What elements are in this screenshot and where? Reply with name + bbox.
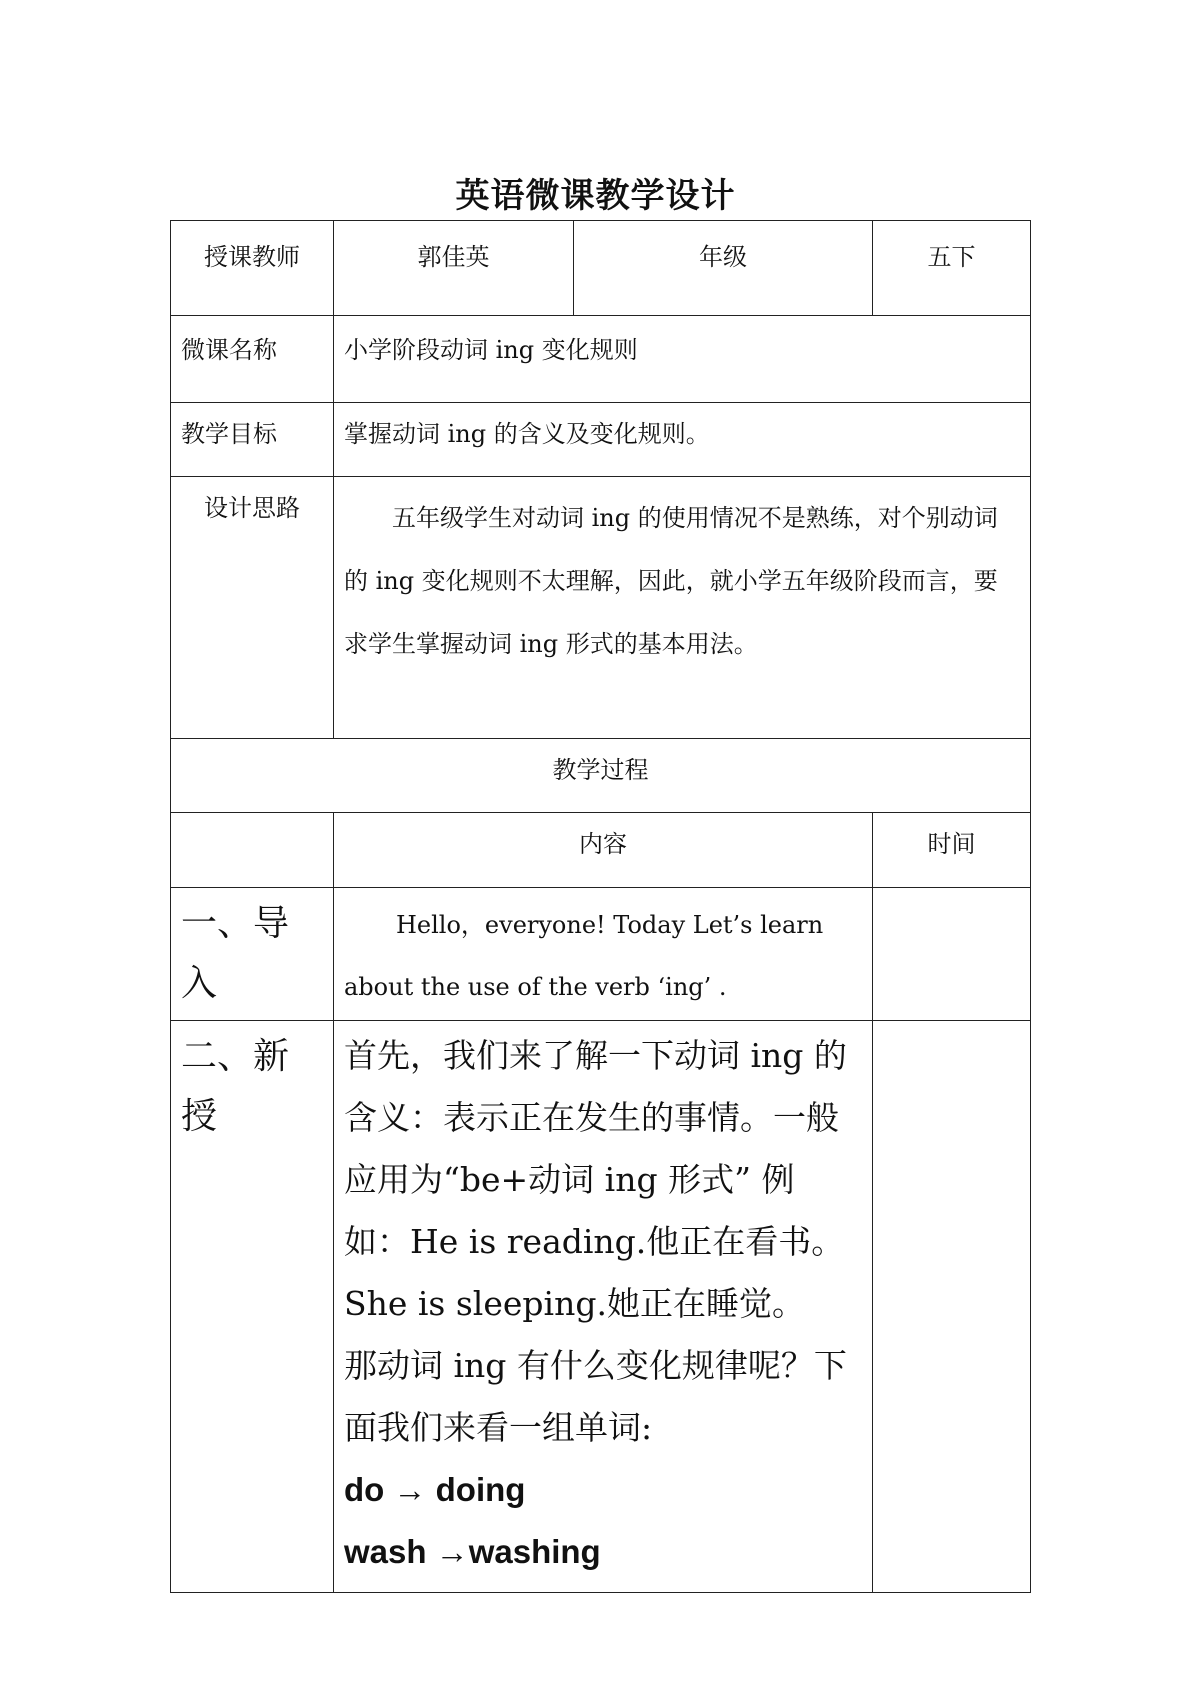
time-header: 时间 — [873, 813, 1031, 888]
intro-line-2: about the use of the verb ‘ing’ . — [344, 973, 727, 1001]
intro-line-1: Hello，everyone! Today Let’s learn — [396, 911, 824, 939]
new-lesson-line: 首先，我们来了解一下动词 ing 的 — [344, 1036, 847, 1075]
lesson-plan-table — [170, 220, 1031, 1593]
goal-value: 掌握动词 ing 的含义及变化规则。 — [334, 403, 1031, 477]
new-lesson-label: 二、新授 — [171, 1021, 334, 1593]
new-lesson-time — [873, 1021, 1031, 1593]
course-name-row — [171, 316, 1031, 403]
grade-value: 五下 — [873, 221, 1031, 316]
design-row — [171, 477, 1031, 739]
intro-content — [334, 888, 873, 1021]
content-header: 内容 — [334, 813, 873, 888]
teacher-name: 郭佳英 — [334, 221, 574, 316]
new-lesson-line: 含义：表示正在发生的事情。一般 — [344, 1098, 839, 1137]
process-title: 教学过程 — [171, 739, 1031, 813]
header-row — [171, 221, 1031, 316]
goal-label: 教学目标 — [171, 403, 334, 477]
new-lesson-line: She is sleeping.她正在睡觉。 — [344, 1284, 805, 1323]
process-title-row — [171, 739, 1031, 813]
new-lesson-word-example: wash →washing — [344, 1533, 601, 1570]
process-header-row — [171, 813, 1031, 888]
new-lesson-line: 那动词 ing 有什么变化规律呢？下 — [344, 1346, 847, 1385]
intro-label: 一、导入 — [171, 888, 334, 1021]
new-lesson-line: 面我们来看一组单词: — [344, 1408, 653, 1447]
course-name-value: 小学阶段动词 ing 变化规则 — [334, 316, 1031, 403]
intro-time — [873, 888, 1031, 1021]
new-lesson-line: 如：He is reading.他正在看书。 — [344, 1222, 845, 1261]
new-lesson-line: 应用为“be+动词 ing 形式” 例 — [344, 1160, 795, 1199]
new-lesson-row — [171, 1021, 1031, 1593]
intro-row — [171, 888, 1031, 1021]
new-lesson-content — [334, 1021, 873, 1593]
grade-label: 年级 — [574, 221, 873, 316]
new-lesson-word-example: do → doing — [344, 1471, 526, 1508]
design-label: 设计思路 — [171, 477, 334, 739]
course-name-label: 微课名称 — [171, 316, 334, 403]
page-title: 英语微课教学设计 — [455, 176, 736, 216]
design-value: 五年级学生对动词 ing 的使用情况不是熟练，对个别动词的 ing 变化规则不太理解，因此，就小学五年级阶段而言，要求学生掌握动词 ing 形式的基本用法。 — [334, 477, 1031, 739]
process-header-empty — [171, 813, 334, 888]
goal-row — [171, 403, 1031, 477]
teacher-label: 授课教师 — [171, 221, 334, 316]
